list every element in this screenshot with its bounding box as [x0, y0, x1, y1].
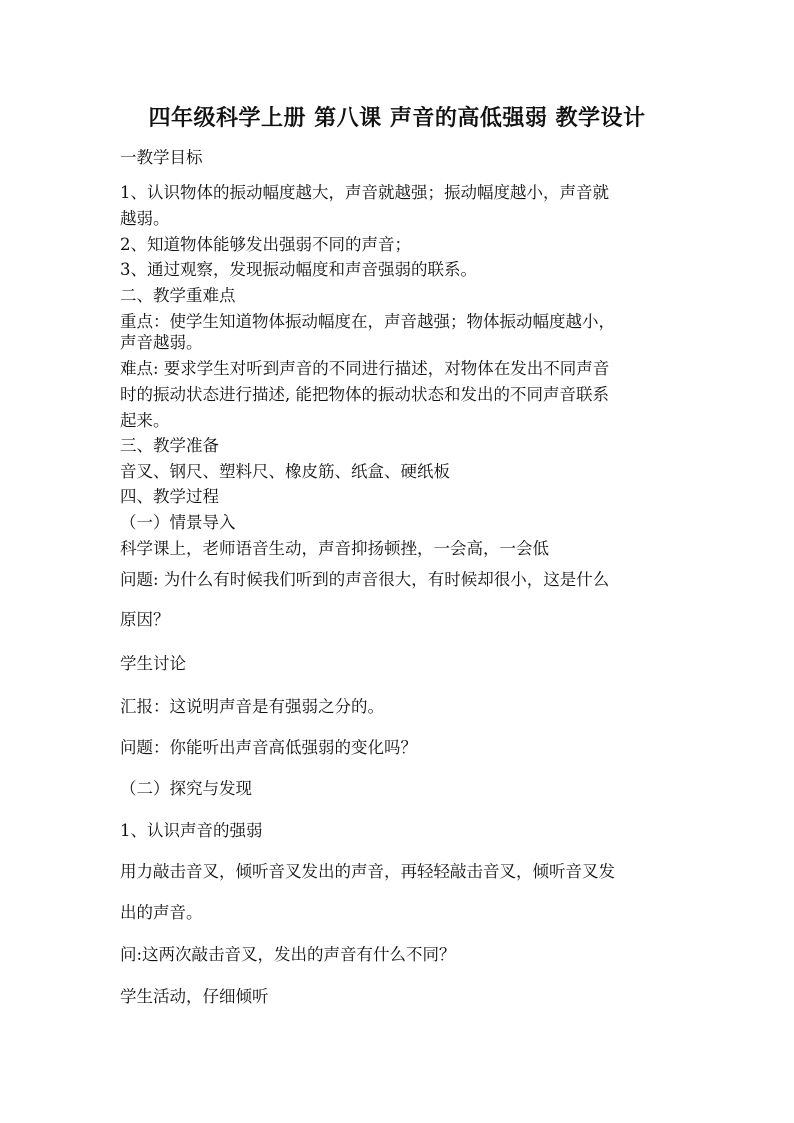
section-heading-preparation: 三、教学准备 — [120, 436, 219, 455]
section-heading-key-points: 二、教学重难点 — [120, 286, 236, 305]
objective-1-cont: 越弱。 — [120, 209, 170, 228]
difficulty-cont-2: 起来。 — [120, 411, 170, 430]
difficulty-cont-1: 时的振动状态进行描述, 能把物体的振动状态和发出的不同声音联系 — [120, 385, 609, 404]
step-1-text: 用力敲击音叉，倾听音叉发出的声音，再轻轻敲击音叉，倾听音叉发 — [120, 862, 615, 881]
section-heading-objectives: 一教学目标 — [120, 148, 203, 167]
objective-2: 2、知道物体能够发出强弱不同的声音； — [120, 235, 411, 254]
step-1-text-cont: 出的声音。 — [120, 903, 203, 922]
key-point-cont: 声音越弱。 — [120, 333, 203, 352]
subsection-exploration: （二）探究与发现 — [120, 779, 252, 798]
student-activity: 学生活动，仔细倾听 — [120, 987, 269, 1006]
step-1-heading: 1、认识声音的强弱 — [120, 821, 263, 840]
document-title: 四年级科学上册 第八课 声音的高低强弱 教学设计 — [148, 106, 646, 131]
section-heading-process: 四、教学过程 — [120, 487, 219, 506]
difficulty: 难点: 要求学生对听到声音的不同进行描述，对物体在发出不同声音 — [120, 359, 610, 378]
question-2: 问题：你能听出声音高低强弱的变化吗？ — [120, 738, 417, 757]
question-1-cont: 原因？ — [120, 610, 170, 629]
subsection-introduction: （一）情景导入 — [120, 513, 236, 532]
objective-3: 3、通过观察，发现振动幅度和声音强弱的联系。 — [120, 260, 477, 279]
key-point: 重点：使学生知道物体振动幅度在，声音越强；物体振动幅度越小， — [120, 312, 615, 331]
student-discussion: 学生讨论 — [120, 654, 186, 673]
intro-text: 科学课上，老师语音生动，声音抑扬顿挫，一会高，一会低 — [120, 539, 549, 558]
question-3: 问:这两次敲击音叉，发出的声音有什么不同？ — [120, 945, 456, 964]
preparation-materials: 音叉、钢尺、塑料尺、橡皮筋、纸盒、硬纸板 — [120, 462, 450, 481]
question-1: 问题: 为什么有时候我们听到的声音很大，有时候却很小，这是什么 — [120, 570, 610, 589]
objective-1: 1、认识物体的振动幅度越大，声音就越强；振动幅度越小，声音就 — [120, 183, 609, 202]
report-text: 汇报：这说明声音是有强弱之分的。 — [120, 697, 384, 716]
